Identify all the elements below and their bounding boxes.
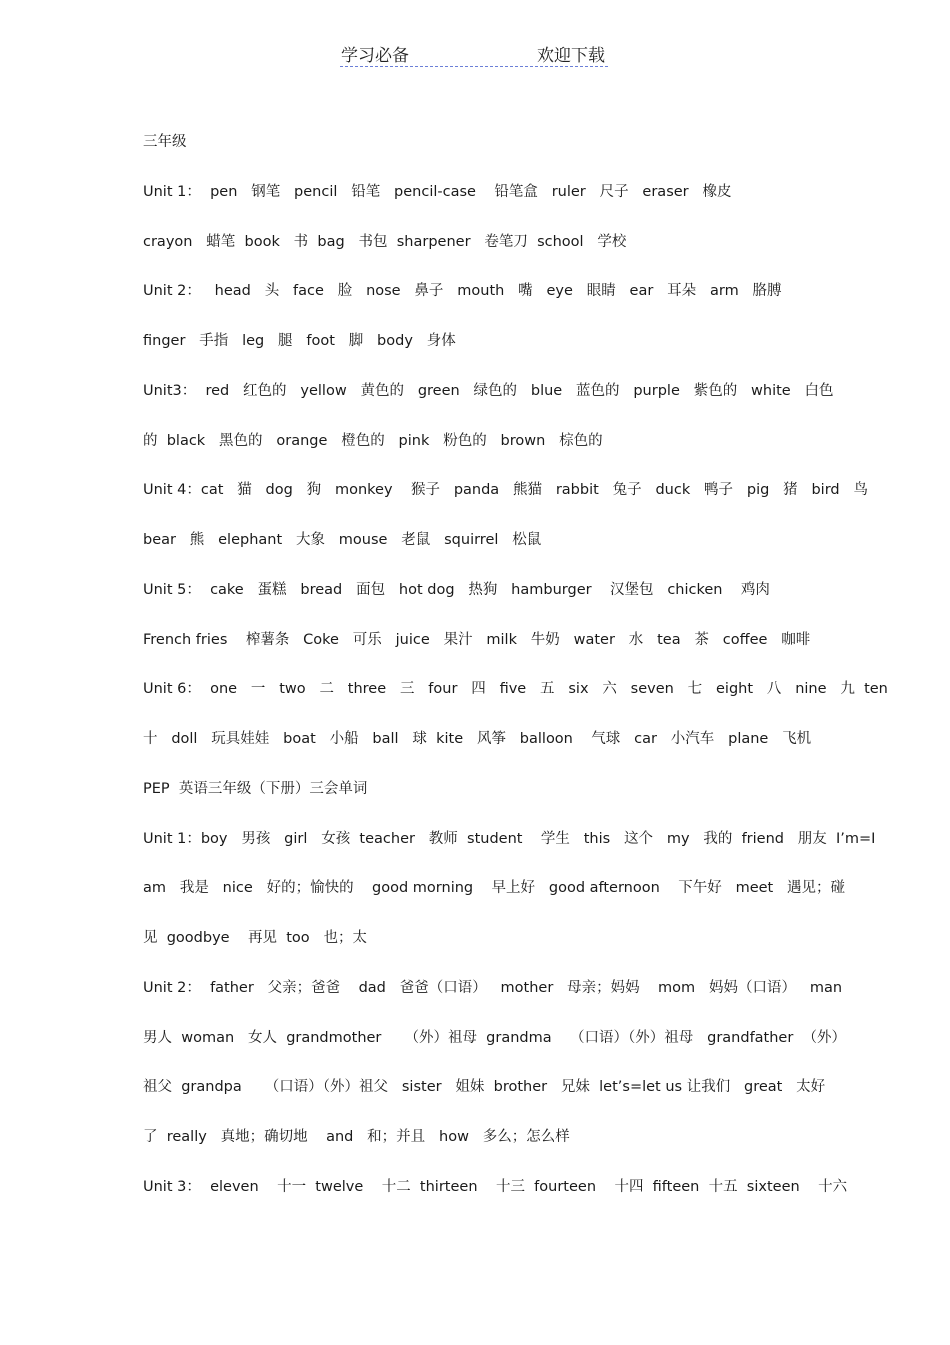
text-line: Unit 3： eleven 十一 twelve 十二 thirteen 十三 fourteen 十四 fifteen 十五 sixteen 十六 <box>143 1178 848 1195</box>
text-line: bear 熊 elephant 大象 mouse 老鼠 squirrel 松鼠 <box>143 532 542 548</box>
text-line: Unit 1： pen 钢笔 pencil 铅笔 pencil-case 铅笔盒 ruler 尺子 eraser 橡皮 <box>143 183 732 200</box>
text-line: Unit 2： father 父亲；爸爸 dad 爸爸（口语） mother 母亲；妈妈 mom 妈妈（口语） man <box>143 979 843 996</box>
text-line: Unit 4：cat 猫 dog 狗 monkey 猴子 panda 熊猫 rabbit 兔子 duck 鸭子 pig 猪 bird 鸟 <box>143 482 868 499</box>
text-line: am 我是 nice 好的；愉快的 good morning 早上好 good afternoon 下午好 meet 遇见；碰 <box>143 880 846 897</box>
text-line: Unit 2： head 头 face 脸 nose 鼻子 mouth 嘴 eye 眼睛 ear 耳朵 arm 胳膊 <box>143 283 782 300</box>
text-line: 的 black 黑色的 orange 橙色的 pink 粉色的 brown 棕色的 <box>143 432 603 449</box>
text-line: 祖父 grandpa （口语）（外）祖父 sister 姐妹 brother 兄妹 let’s=let us 让我们 great 太好 <box>143 1079 826 1096</box>
text-line: crayon 蜡笔 book 书 bag 书包 sharpener 卷笔刀 school 学校 <box>143 233 627 250</box>
section-heading: PEP 英语三年级（下册）三会单词 <box>143 780 368 797</box>
text-line: Unit 5： cake 蛋糕 bread 面包 hot dog 热狗 hamburger 汉堡包 chicken 鸡肉 <box>143 581 770 598</box>
header-right-text: 欢迎下载 <box>537 46 605 66</box>
grade-heading: 三年级 <box>143 134 187 150</box>
text-line: 男人 woman 女人 grandmother （外）祖母 grandma （口语）（外）祖母 grandfather （外） <box>143 1029 847 1046</box>
text-line: 十 doll 玩具娃娃 boat 小船 ball 球 kite 风筝 balloon 气球 car 小汽车 plane 飞机 <box>143 731 812 747</box>
header-left-text: 学习必备 <box>341 46 409 66</box>
text-line: Unit 1：boy 男孩 girl 女孩 teacher 教师 student 学生 this 这个 my 我的 friend 朋友 I’m=I <box>143 830 876 847</box>
text-line: French fries 榨薯条 Coke 可乐 juice 果汁 milk 牛奶 water 水 tea 茶 coffee 咖啡 <box>143 631 811 648</box>
text-line: Unit3： red 红色的 yellow 黄色的 green 绿色的 blue 蓝色的 purple 紫色的 white 白色 <box>143 382 834 399</box>
text-line: Unit 6： one 一 two 二 three 三 four 四 five 五 six 六 seven 七 eight 八 nine 九 ten <box>143 681 888 698</box>
text-line: 了 really 真地；确切地 and 和；并且 how 多么；怎么样 <box>143 1129 570 1145</box>
text-line: finger 手指 leg 腿 foot 脚 body 身体 <box>143 333 456 349</box>
vocabulary-list <box>143 132 888 1227</box>
text-line: 见 goodbye 再见 too 也；太 <box>143 930 367 946</box>
page-header <box>340 40 608 67</box>
